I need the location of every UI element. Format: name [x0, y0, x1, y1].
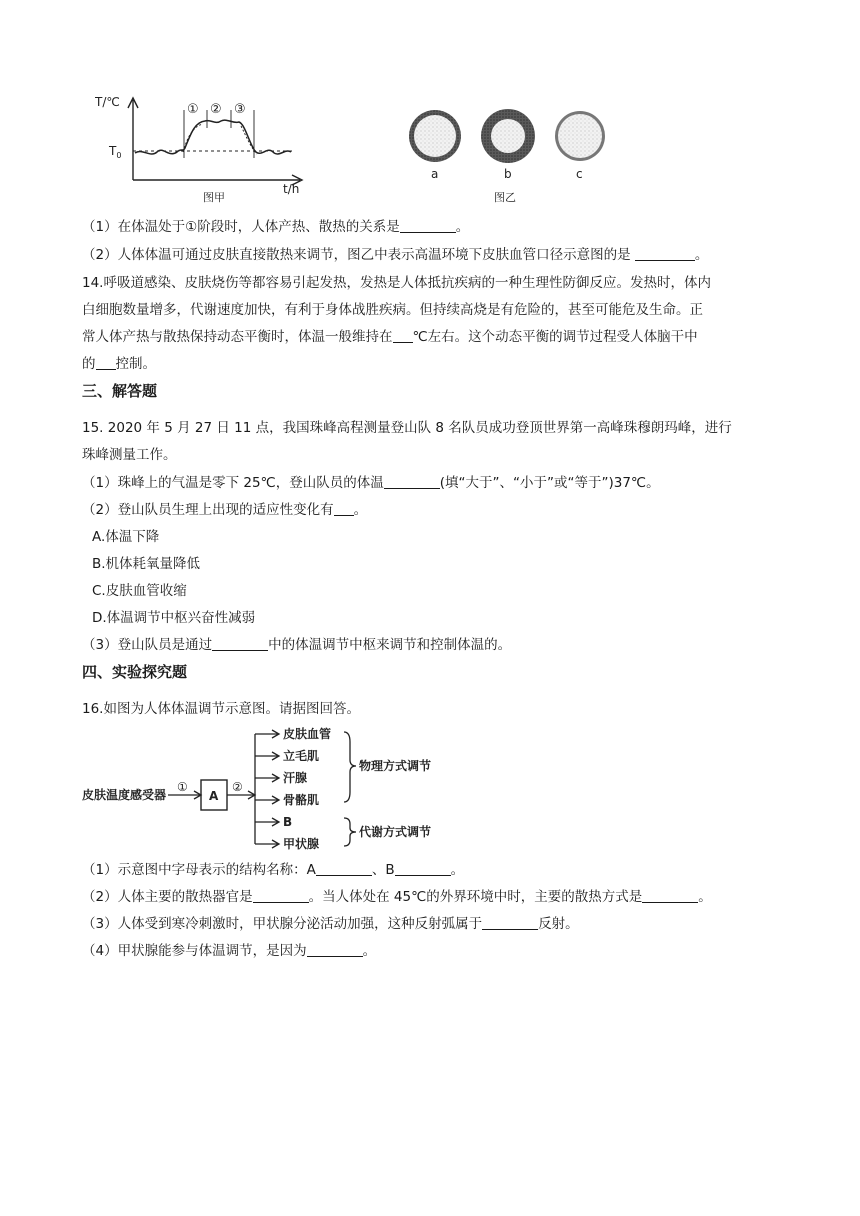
q13-part1: （1）在体温处于①阶段时，人体产热、散热的关系是 。 — [82, 219, 470, 235]
t0-label: $T_0$ — [109, 144, 122, 160]
q16-part4: （4）甲状腺能参与体温调节，是因为 。 — [82, 943, 377, 959]
answer-blank[interactable] — [334, 500, 354, 516]
q13-part2: （2）人体体温可通过皮肤直接散热来调节，图乙中表示高温环境下皮肤血管口径示意图的是 。 — [82, 247, 709, 263]
q15-line2: 珠峰测量工作。 — [82, 447, 177, 463]
target-skeletal-muscle: 骨骼肌 — [283, 793, 320, 807]
thermoregulation-diagram — [82, 722, 442, 854]
figure-yi-caption: 图乙 — [494, 191, 516, 204]
answer-blank[interactable] — [395, 860, 451, 876]
answer-blank[interactable] — [642, 887, 698, 903]
figure-jia-caption: 图甲 — [203, 191, 225, 204]
q16-part2: （2）人体主要的散热器官是 。当人体处在 45℃的外界环境中时，主要的散热方式是 。 — [82, 889, 712, 905]
q14-line4: 的 控制。 — [82, 356, 156, 372]
t-axis-label: T/℃ — [95, 95, 120, 109]
q15-option-b: B.机体耗氧量降低 — [92, 556, 201, 572]
box-a-label: A — [209, 789, 219, 803]
label-c: c — [576, 167, 583, 181]
q15-option-c: C.皮肤血管收缩 — [92, 583, 187, 599]
arrow-2-label: ② — [232, 780, 243, 794]
answer-blank[interactable] — [393, 327, 413, 343]
group-physical-label: 物理方式调节 — [359, 759, 432, 773]
label-a: a — [431, 167, 439, 181]
stage-2-label: ② — [210, 102, 222, 117]
q14-line2: 白细胞数量增多，代谢速度加快，有利于身体战胜疾病。但持续高烧是有危险的，甚至可能危及生命。正 — [82, 302, 703, 318]
q14-line3: 常人体产热与散热保持动态平衡时，体温一般维持在 ℃左右。这个动态平衡的调节过程受人体脑干中 — [82, 329, 698, 345]
target-arrector-pili: 立毛肌 — [283, 749, 320, 763]
answer-blank[interactable] — [212, 635, 268, 651]
q15-part2: （2）登山队员生理上出现的适应性变化有 。 — [82, 502, 368, 518]
stage-1-label: ① — [187, 102, 199, 117]
q16-part1: （1）示意图中字母表示的结构名称：A 、B 。 — [82, 862, 465, 878]
q15-option-a: A.体温下降 — [92, 529, 160, 545]
section-3-heading: 三、解答题 — [82, 382, 158, 400]
q15-part1: （1）珠峰上的气温是零下 25℃，登山队员的体温 (填“大于”、“小于”或“等于”)37℃。 — [82, 475, 660, 491]
stage-3-label: ③ — [234, 102, 246, 117]
q16-intro: 16.如图为人体体温调节示意图。请据图回答。 — [82, 701, 360, 717]
answer-blank[interactable] — [384, 473, 440, 489]
answer-blank[interactable] — [96, 354, 116, 370]
target-thyroid: 甲状腺 — [283, 837, 320, 851]
q16-part3: （3）人体受到寒冷刺激时，甲状腺分泌活动加强，这种反射弧属于 反射。 — [82, 916, 579, 932]
target-b: B — [283, 815, 293, 829]
target-skin-vessels: 皮肤血管 — [283, 727, 332, 741]
answer-blank[interactable] — [482, 914, 538, 930]
q15-part3: （3）登山队员是通过 中的体温调节中枢来调节和控制体温的。 — [82, 637, 512, 653]
answer-blank[interactable] — [253, 887, 309, 903]
target-sweat-gland: 汗腺 — [283, 771, 308, 785]
label-b: b — [504, 167, 512, 181]
answer-blank[interactable] — [635, 245, 695, 261]
q15-option-d: D.体温调节中枢兴奋性减弱 — [92, 610, 256, 626]
answer-blank[interactable] — [307, 941, 363, 957]
time-axis-label: t/h — [283, 182, 300, 196]
q15-line1: 15. 2020 年 5 月 27 日 11 点，我国珠峰高程测量登山队 8 名队员成功登顶世界第一高峰珠穆朗玛峰，进行 — [82, 420, 732, 436]
q14-line1: 14.呼吸道感染、皮肤烧伤等都容易引起发热，发热是人体抵抗疾病的一种生理性防御反应。发热时，体内 — [82, 275, 711, 291]
figure-jia — [95, 88, 320, 206]
receptor-label: 皮肤温度感受器 — [82, 788, 167, 802]
answer-blank[interactable] — [316, 860, 372, 876]
answer-blank[interactable] — [400, 217, 456, 233]
group-metabolic-label: 代谢方式调节 — [359, 825, 432, 839]
section-4-heading: 四、实验探究题 — [82, 663, 188, 681]
arrow-1-label: ① — [177, 780, 188, 794]
figure-yi — [400, 98, 620, 208]
